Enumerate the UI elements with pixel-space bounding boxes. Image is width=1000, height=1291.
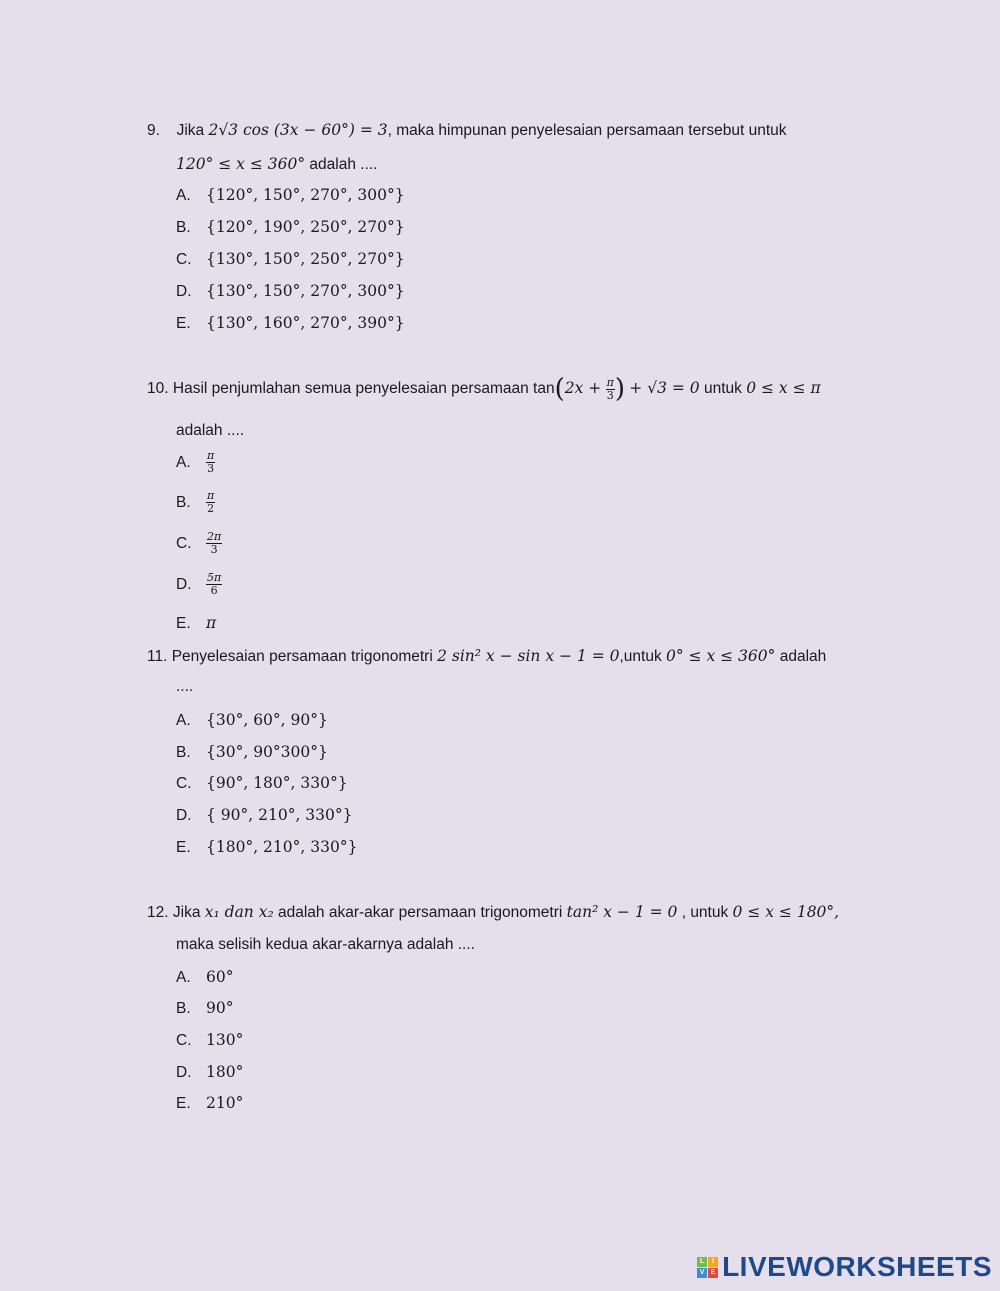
option-value: { 90°, 210°, 330°} (206, 806, 353, 824)
question-text: maka selisih kedua akar-akarnya adalah .... (176, 936, 475, 953)
question-text: ,untuk (619, 648, 662, 665)
option-e[interactable] (176, 1094, 243, 1113)
liveworksheets-logo[interactable] (697, 1251, 992, 1283)
question-range: 120° ≤ x ≤ 360° (176, 155, 306, 173)
option-fraction: $\frac{2\pi}{3}$ (207, 530, 222, 556)
option-label: A. (176, 969, 191, 986)
logo-mark-icon: L I V E (697, 1257, 718, 1278)
question-text: untuk (703, 380, 742, 398)
option-label: C. (176, 1032, 192, 1049)
question-number: 9. (147, 122, 160, 139)
paren-open: ( (554, 374, 565, 404)
option-label: B. (176, 219, 191, 236)
option-b[interactable] (176, 999, 233, 1018)
option-d[interactable] (176, 572, 222, 597)
option-value: {180°, 210°, 330°} (206, 838, 358, 856)
option-a[interactable] (176, 450, 215, 475)
option-label: E. (176, 315, 191, 332)
question-equation: tan² x − 1 = 0 (566, 903, 678, 921)
option-b[interactable] (176, 218, 405, 237)
question-equation: 2√3 cos (3x − 60°) = 3 (208, 121, 388, 139)
question-range: 0° ≤ x ≤ 360° (666, 647, 776, 665)
question-9-stem-line2 (176, 155, 377, 174)
question-text: , untuk (681, 904, 729, 921)
option-d[interactable] (176, 282, 405, 301)
question-range: 0 ≤ x ≤ π (746, 379, 821, 398)
question-number: 12. (147, 904, 169, 921)
option-label: A. (176, 453, 191, 471)
option-d[interactable] (176, 806, 353, 825)
option-label: B. (176, 1000, 191, 1017)
option-value: {30°, 90°300°} (206, 743, 328, 761)
option-label: C. (176, 775, 192, 792)
option-value: π (206, 614, 217, 632)
option-b[interactable] (176, 743, 328, 762)
question-number: 11. (147, 648, 168, 665)
question-range: 0 ≤ x ≤ 180°, (732, 903, 840, 921)
option-label: E. (176, 615, 191, 632)
option-label: B. (176, 744, 191, 761)
question-text: Jika (172, 904, 201, 921)
option-value: {130°, 150°, 270°, 300°} (206, 282, 405, 300)
option-label: E. (176, 839, 191, 856)
option-a[interactable] (176, 968, 233, 987)
option-c[interactable] (176, 250, 405, 269)
option-label: C. (176, 534, 192, 552)
question-text: .... (176, 678, 194, 695)
option-d[interactable] (176, 1063, 243, 1082)
option-b[interactable] (176, 490, 215, 515)
option-c[interactable] (176, 774, 348, 793)
option-a[interactable] (176, 711, 328, 730)
option-c[interactable] (176, 1031, 243, 1050)
option-label: A. (176, 187, 191, 204)
option-value: 90° (206, 999, 234, 1017)
option-label: B. (176, 493, 191, 511)
question-text: adalah (779, 648, 827, 665)
option-value: 60° (206, 968, 234, 986)
question-text: Penyelesaian persamaan trigonometri (171, 648, 433, 665)
question-11-stem-line2 (176, 678, 193, 696)
option-value: {90°, 180°, 330°} (206, 774, 348, 792)
question-text: Hasil penjumlahan semua penyelesaian persamaan tan (172, 380, 555, 398)
option-e[interactable] (176, 838, 357, 857)
option-a[interactable] (176, 186, 405, 205)
option-label: D. (176, 575, 192, 593)
equation-fraction: $\frac{\pi}{3}$ (606, 375, 614, 402)
option-value: 130° (206, 1031, 244, 1049)
option-value: {130°, 150°, 250°, 270°} (206, 250, 405, 268)
equation-part: 2x + (564, 379, 602, 398)
option-value: {130°, 160°, 270°, 390°} (206, 314, 405, 332)
question-variables: x₁ dan x₂ (204, 903, 274, 921)
question-text: adalah .... (176, 422, 245, 439)
question-9-stem (147, 121, 787, 140)
question-text: adalah akar-akar persamaan trigonometri (278, 904, 563, 921)
question-10-stem (147, 376, 821, 402)
logo-text: LIVEWORKSHEETS (722, 1251, 992, 1282)
option-value: {30°, 60°, 90°} (206, 711, 328, 729)
option-value: 210° (206, 1094, 244, 1112)
option-fraction: $\frac{\pi}{3}$ (207, 449, 215, 475)
paren-close: ) (614, 374, 625, 404)
question-10-stem-line2 (176, 422, 244, 440)
question-12-stem (147, 903, 839, 922)
option-label: A. (176, 712, 191, 729)
question-equation: 2 sin² x − sin x − 1 = 0 (437, 647, 620, 665)
question-number: 10. (147, 380, 169, 398)
option-value: {120°, 190°, 250°, 270°} (206, 218, 405, 236)
question-text: adalah .... (309, 156, 378, 173)
option-c[interactable] (176, 531, 222, 556)
option-fraction: $\frac{5\pi}{6}$ (207, 571, 222, 597)
option-label: D. (176, 1064, 192, 1081)
option-e[interactable] (176, 314, 405, 333)
question-text: , maka himpunan penyelesaian persamaan tersebut untuk (387, 122, 787, 139)
option-label: E. (176, 1095, 191, 1112)
option-value: 180° (206, 1063, 244, 1081)
question-text: Jika (176, 122, 205, 139)
option-fraction: $\frac{\pi}{2}$ (207, 489, 215, 515)
question-12-stem-line2 (176, 936, 475, 954)
option-label: D. (176, 807, 192, 824)
option-value: {120°, 150°, 270°, 300°} (206, 186, 405, 204)
option-e[interactable] (176, 614, 216, 633)
question-11-stem (147, 647, 826, 666)
option-label: D. (176, 283, 192, 300)
equation-part: + √3 = 0 (629, 379, 700, 398)
option-label: C. (176, 251, 192, 268)
